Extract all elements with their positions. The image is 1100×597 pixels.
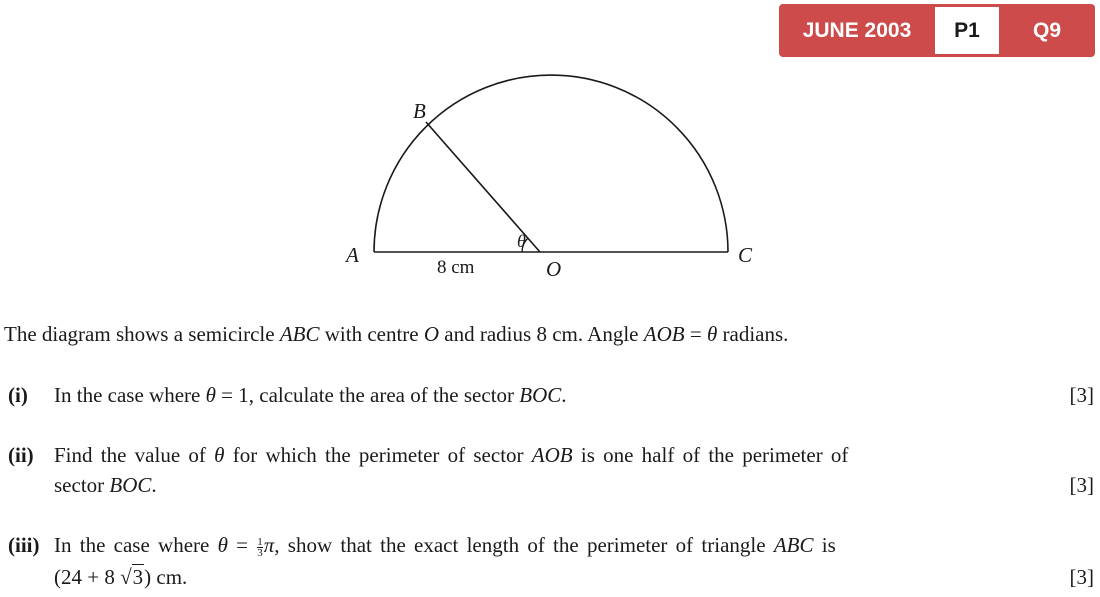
- part-number: (ii): [8, 443, 34, 467]
- label-theta: θ: [517, 231, 526, 251]
- badge-paper: P1: [935, 7, 999, 54]
- label-c: C: [738, 243, 753, 267]
- part-text-line2: sector BOC.: [54, 473, 157, 497]
- label-b: B: [413, 99, 426, 123]
- label-radius: 8 cm: [437, 257, 475, 278]
- part-text: In the case where θ = $\frac{1}{3}$ π, show that the exact length of the perimeter of triangle ABC is: [54, 533, 836, 559]
- part-marks: [3]: [1069, 565, 1094, 589]
- part-number: (i): [8, 383, 28, 407]
- part-text-line2: (24 + 8 √3) cm.: [54, 565, 188, 589]
- badge-question: Q9: [1032, 18, 1061, 42]
- badge-date: JUNE 2003: [802, 18, 912, 42]
- label-a: A: [346, 243, 359, 267]
- part-text: Find the value of θ for which the perimeter of sector AOB is one half of the perimeter of: [54, 443, 849, 467]
- part-text: In the case where θ = 1, calculate the area of the sector BOC.: [54, 383, 567, 407]
- fraction: $\frac{1}{3}$: [257, 535, 263, 559]
- part-marks: [3]: [1069, 473, 1094, 497]
- part-marks: [3]: [1069, 383, 1094, 407]
- part-number: (iii): [8, 533, 40, 557]
- label-o: O: [546, 257, 562, 281]
- semicircle-arc: [374, 75, 728, 252]
- intro-text: The diagram shows a semicircle ABC with centre O and radius 8 cm. Angle AOB = θ radians.: [4, 322, 789, 346]
